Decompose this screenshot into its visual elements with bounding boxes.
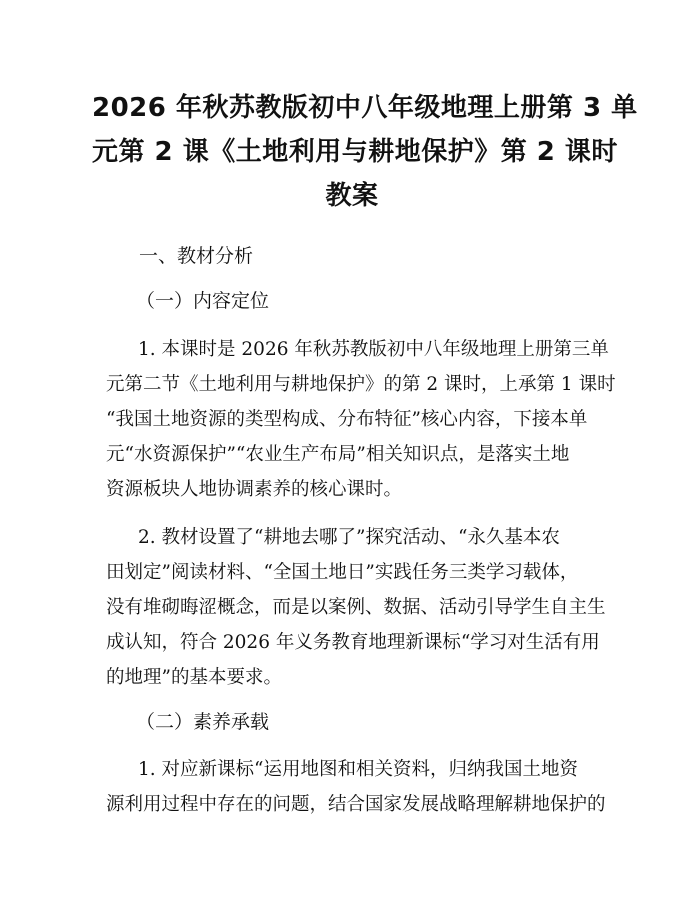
- paragraph-line: 元第二节《土地利用与耕地保护》的第 2 课时，上承第 1 课时: [106, 374, 616, 395]
- section-heading-teaching-material-analysis: 一、教材分析: [139, 245, 254, 267]
- paragraph-line: 源利用过程中存在的问题，结合国家发展战略理解耕地保护的: [106, 794, 606, 815]
- paragraph-content-positioning-2: [106, 520, 606, 695]
- paragraph-content-positioning-1: [106, 332, 616, 507]
- subsection-heading-content-positioning: （一）内容定位: [136, 290, 270, 312]
- paragraph-line: 成认知，符合 2026 年义务教育地理新课标“学习对生活有用: [106, 632, 600, 653]
- paragraph-line: 资源板块人地协调素养的核心课时。: [106, 479, 403, 500]
- paragraph-line: 没有堆砌晦涩概念，而是以案例、数据、活动引导学生自主生: [106, 597, 606, 618]
- title-line: 教案: [325, 181, 379, 211]
- paragraph-line: 1. 本课时是 2026 年秋苏教版初中八年级地理上册第三单: [138, 339, 609, 360]
- paragraph-line: 元“水资源保护”“农业生产布局”相关知识点，是落实土地: [106, 444, 570, 465]
- paragraph-line: “我国土地资源的类型构成、分布特征”核心内容，下接本单: [106, 409, 588, 430]
- document-title: [92, 86, 638, 218]
- title-line: 元第 2 课《土地利用与耕地保护》第 2 课时: [92, 137, 618, 167]
- paragraph-line: 1. 对应新课标“运用地图和相关资料，归纳我国土地资: [138, 759, 578, 780]
- paragraph-line: 的地理”的基本要求。: [106, 667, 282, 688]
- paragraph-line: 田划定”阅读材料、“全国土地日”实践任务三类学习载体，: [106, 562, 579, 583]
- paragraph-competency-support-1: [106, 752, 606, 822]
- paragraph-line: 2. 教材设置了“耕地去哪了”探究活动、“永久基本农: [138, 527, 560, 548]
- title-line: 2026 年秋苏教版初中八年级地理上册第 3 单: [92, 93, 638, 123]
- subsection-heading-competency-support: （二）素养承载: [136, 711, 270, 733]
